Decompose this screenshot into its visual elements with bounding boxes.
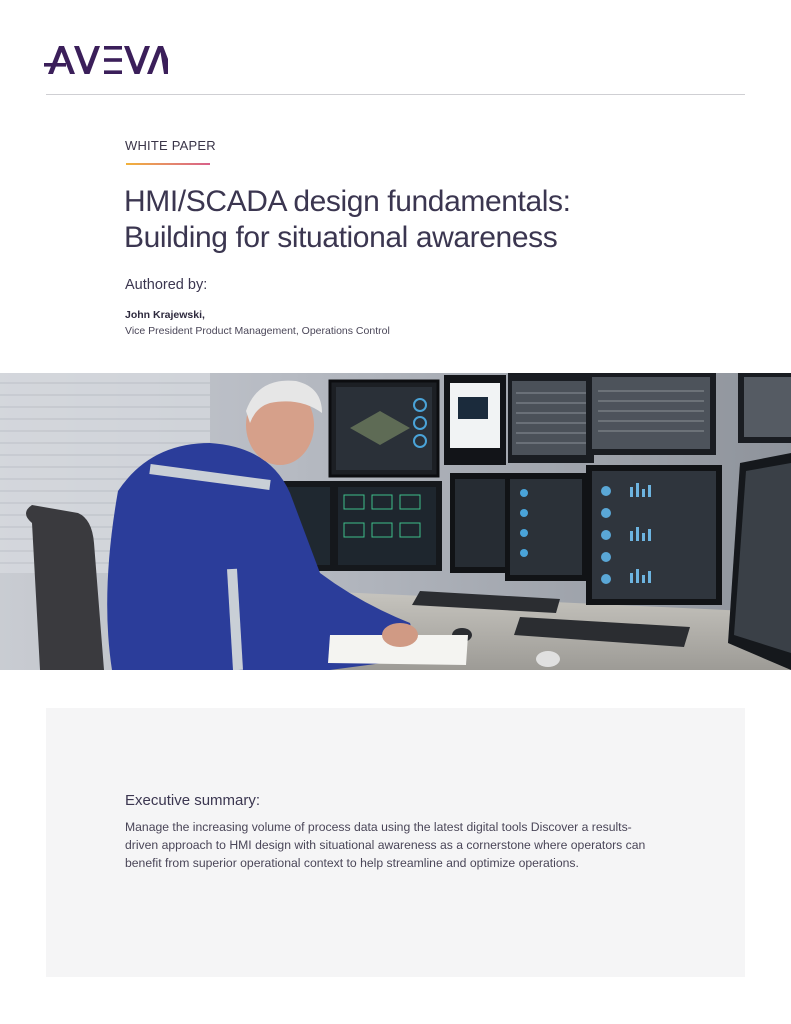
authored-by-label: Authored by: bbox=[125, 277, 208, 293]
aveva-logo-icon bbox=[44, 44, 168, 76]
author-name: John Krajewski, bbox=[125, 309, 205, 321]
executive-summary-body: Manage the increasing volume of process data using the latest digital tools Discover a results-driven approach to HMI design with situational awareness as a cornerstone where operators can benefit from superior operational context to help streamline and optimize operations. bbox=[125, 820, 646, 870]
author-role: Vice President Product Management, Operations Control bbox=[125, 325, 390, 337]
title-line-1: HMI/SCADA design fundamentals: bbox=[124, 185, 571, 218]
aveva-logo bbox=[44, 44, 168, 76]
accent-underline bbox=[126, 163, 210, 165]
document-title bbox=[124, 184, 724, 256]
header-divider bbox=[46, 94, 745, 95]
executive-summary-heading: Executive summary: bbox=[125, 792, 261, 809]
document-type-label: WHITE PAPER bbox=[125, 138, 216, 153]
title-line-2: Building for situational awareness bbox=[124, 221, 558, 254]
executive-summary-panel bbox=[46, 708, 745, 977]
hero-image bbox=[0, 373, 791, 670]
control-room-photo bbox=[0, 373, 791, 670]
